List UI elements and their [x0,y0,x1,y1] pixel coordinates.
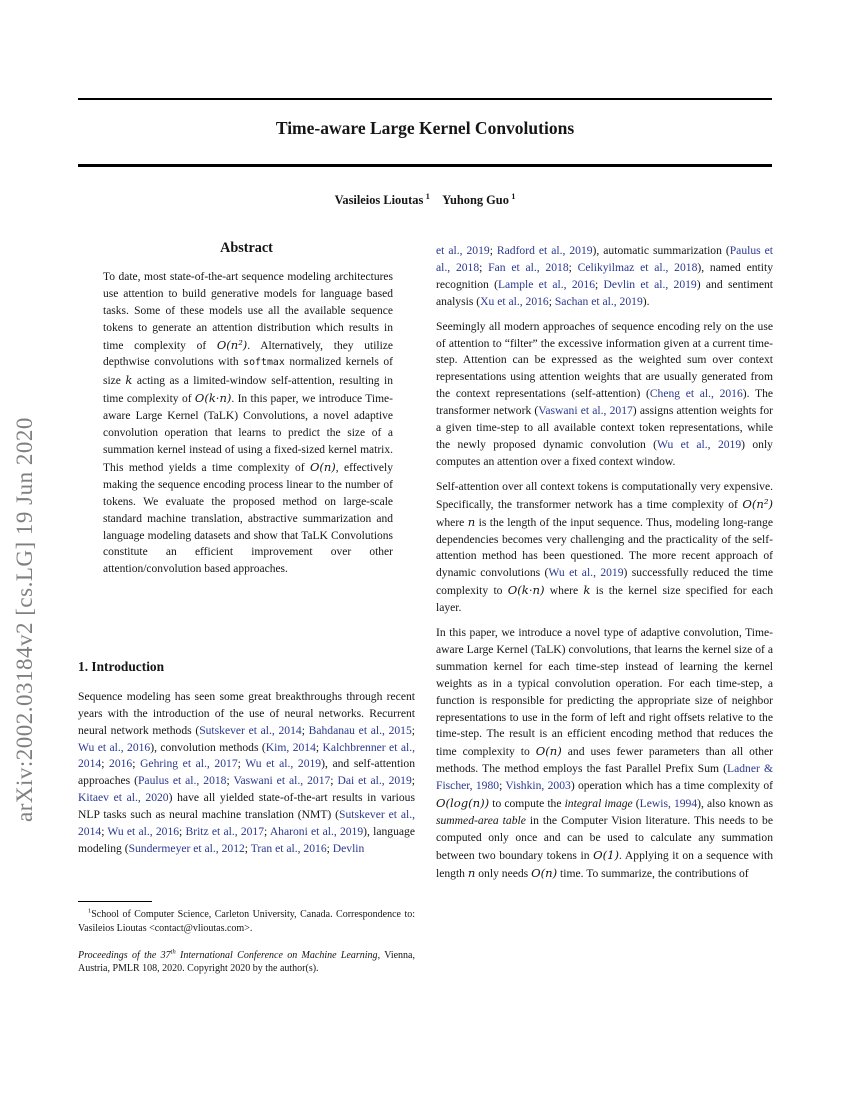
text-segment: ) operation which has a time complexity of [570,779,773,793]
text-segment: Sequence modeling has seen some great breakthroughs through recent years with the introduction of the use of neural networks. Recurrent neural network methods ( [78,689,415,737]
introduction-paragraph [78,689,415,858]
citation-link[interactable]: Kitaev et al., 2020 [78,791,169,805]
text-segment: Vasileios Lioutas [334,193,426,207]
text-segment: Yuhong Guo [442,193,512,207]
text-segment: ; [411,774,415,788]
text-segment: ; [132,757,141,771]
text-segment: 1 [425,191,430,201]
text-segment: ; [264,825,270,839]
text-segment [430,193,442,207]
citation-link[interactable]: Fan et al., 2018 [488,260,569,274]
citation-link[interactable]: et al., 2019 [436,244,490,257]
text-segment: Self-attention over all context tokens is computationally very expensive. Specifically, the transformer network has a time complexity of [436,479,773,511]
text-segment: normalized kernels of size [103,356,393,388]
text-segment: acting as a limited-window self-attention, resulting in time complexity of [103,375,393,406]
citation-link[interactable]: Bahdanau et al., 2015 [308,723,412,737]
text-segment: ), language modeling ( [78,825,415,855]
citation-link[interactable]: Sundermeyer et al., 2012 [128,841,245,855]
citation-link[interactable]: Kim, 2014 [265,740,316,754]
citation-link[interactable]: Vaswani et al., 2017 [538,404,633,418]
text-segment: . Alternatively, they utilize depthwise convolutions with [103,339,393,369]
text-segment: ). [642,294,650,308]
citation-link[interactable]: Wu et al., 2016 [78,740,151,754]
text-segment: softmax [243,357,285,369]
text-segment: O(log(n)) [436,796,490,811]
citation-link[interactable]: Sachan et al., 2019 [554,294,643,308]
text-segment: ) have all yielded state-of-the-art results in various NLP tasks such as neural machine translation (NMT) ( [78,791,415,822]
citation-link[interactable]: Gehring et al., 2017 [140,757,238,771]
text-segment: ) and sentiment analysis ( [436,277,773,308]
citation-link[interactable]: Lewis, 1994 [639,797,698,811]
section-heading-introduction: 1. Introduction [78,658,165,674]
footnote-divider [78,901,152,902]
text-segment: ), automatic summarization ( [592,244,730,257]
affiliation-footnote [78,908,415,936]
citation-link[interactable]: Wu et al., 2019 [245,757,322,771]
citation-link[interactable]: Kalchbrenner et al., 2014 [78,740,415,771]
text-segment: k [125,373,133,388]
text-segment: ; [244,841,251,855]
proceedings-copyright-note [78,949,415,977]
citation-link[interactable]: Xu et al., 2016 [480,294,549,308]
text-segment: time. To summarize, the contributions of [557,866,749,880]
text-segment: ) assigns attention weights for a given time-step to all available context token representations, while the newly proposed dynamic convolution ( [436,404,773,451]
citation-link[interactable]: Sutskever et al., 2014 [199,723,302,737]
text-segment: ; [179,825,186,839]
citation-link[interactable]: Britz et al., 2017 [185,825,265,839]
abstract-paragraph [103,269,393,633]
text-segment: To date, most state-of-the-art sequence modeling architectures use attention to build generative models for language based tasks. Some of these models use all the available sequence tokens to generate an attention distribution which results in time complexity of [103,270,393,352]
arxiv-watermark: arXiv:2002.03184v2 [cs.LG] 19 Jun 2020 [12,417,37,822]
text-segment: ; [101,825,108,839]
text-segment: to compute the [489,797,565,811]
citation-link[interactable]: Vishkin, 2003 [505,779,571,793]
text-segment: ). The transformer network ( [436,387,773,418]
citation-link[interactable]: Paulus et al., 2018 [137,774,227,788]
text-segment: . In this paper, we introduce Time-aware Large Kernel (TaLK) Convolutions, a novel adaptive convolution operation that learns to predict the size of a summation kernel instead of using a fixed-sized kernel matrix. This method yields a time complexity of [103,393,393,474]
citation-link[interactable]: Sutskever et al., 2014 [78,808,415,839]
citation-link[interactable]: Ladner & Fischer, 1980 [436,762,773,793]
citation-link[interactable]: Paulus et al., 2018 [436,244,773,274]
text-segment: O(n) [535,744,562,759]
text-segment: only needs [475,866,532,880]
text-segment: , Vienna, Austria, PMLR 108, 2020. Copyright 2020 by the author(s). [78,949,415,975]
text-segment: O(n) [309,459,336,474]
text-segment: O(k·n) [194,391,232,406]
citation-link[interactable]: Lample et al., 2016 [497,277,596,291]
body-paragraph-attention-filter [436,319,773,471]
citation-link[interactable]: Devlin [332,841,365,855]
text-segment: k [583,583,591,598]
text-segment: n [467,514,476,529]
citation-link[interactable]: 2016 [109,757,133,771]
text-segment: and uses fewer parameters than all other methods. The method employs the fast Parallel Prefix Sum ( [436,745,773,776]
text-segment: ), named entity recognition ( [436,260,773,291]
text-segment: ; [489,244,497,257]
text-segment: ; [568,260,578,274]
text-segment: ( [632,797,640,811]
citation-link[interactable]: Devlin et al., 2019 [603,277,697,291]
text-segment: ; [479,260,489,274]
text-segment: , effectively making the sequence encoding process linear to the number of tokens. We evaluate the proposed method on large-scale standard machine translation, abstractive summarization and language modeling datasets and show that TaLK Convolutions constitute an efficient improvement over other attention/convolution based approaches. [103,461,393,576]
footnote-block [78,901,415,976]
text-segment: ; [237,757,246,771]
left-column [78,238,415,901]
citation-link[interactable]: Radford et al., 2019 [496,244,593,257]
citation-link[interactable]: Cheng et al., 2016 [649,387,743,401]
text-segment: th [170,948,176,956]
text-segment: Seemingly all modern approaches of sequence encoding rely on the use of attention to “filter” the excessive information given at a current time-step. Attention can be expressed as the weighted sum over context representations using attention weights that are usually generated from the context representations (self-attention) ( [436,319,773,401]
citation-link[interactable]: Wu et al., 2019 [657,437,742,451]
text-segment: 1 [88,907,92,915]
text-segment: O(n²) [742,496,773,511]
text-segment: ; [226,774,234,788]
text-segment: ; [315,740,323,754]
abstract-heading: Abstract [220,240,273,256]
text-segment: O(n²) [216,337,248,352]
paper-title: Time-aware Large Kernel Convolutions [275,118,575,138]
text-segment: ), and self-attention approaches ( [78,757,415,788]
text-segment: in the Computer Vision literature. This needs to be computed only once and can be used to calculate any summation between two boundary tokens in [436,814,773,862]
text-segment: School of Computer Science, Carleton University, Canada. Correspondence to: Vasileios Lioutas <contact@vlioutas.com>. [78,909,415,934]
text-segment: is the length of the input sequence. Thus, modeling long-range dependencies becomes very challenging and the practicality of the self-attention method has been questioned. The more recent approach of dynamic convolutions ( [436,515,773,580]
body-paragraph-talk-introduction [436,625,773,883]
text-segment: ), convolution methods ( [150,740,266,754]
text-segment: where [436,515,468,529]
text-segment: ; [548,294,555,308]
citation-link[interactable]: Wu et al., 2016 [107,825,180,839]
text-segment: ; [101,757,110,771]
title-rule-bottom [78,164,772,167]
citation-link[interactable]: Aharoni et al., 2019 [269,825,364,839]
text-segment: ; [301,723,309,737]
citation-link[interactable]: Tran et al., 2016 [250,841,327,855]
body-paragraph-citations-continued [436,243,773,311]
text-segment: Proceedings of the 37 [78,949,171,961]
text-segment: ; [411,723,415,737]
text-segment: summed-area table [436,814,526,827]
citation-link[interactable]: Celikyilmaz et al., 2018 [577,260,698,274]
text-segment: . Applying it on a sequence with length [436,848,773,880]
body-paragraph-self-attention-cost [436,479,773,617]
text-segment: ) only computes an attention over a fixed context window. [436,437,773,468]
citation-link[interactable]: Wu et al., 2019 [548,566,624,580]
citation-link[interactable]: Dai et al., 2019 [337,774,412,788]
text-segment: 1 [511,191,516,201]
text-segment: International Conference on Machine Learning [175,949,378,961]
text-segment: where [544,584,584,598]
text-segment: ; [595,277,604,291]
authors-line [78,193,772,208]
text-segment: In this paper, we introduce a novel type of adaptive convolution, Time-aware Large Kernel (TaLK) convolutions, that learns the kernel size of a summation kernel for each time-step instead of learning the kernel weights as in a typical convolution operation. For each time-step, a function is responsible for predicting the appropriate size of neighbor representations to use in the form of left and right offsets relative to the time-step. The result is an efficient encoding method that reduces the time complexity to [436,626,773,759]
text-segment: ; [330,774,338,788]
citation-link[interactable]: Vaswani et al., 2017 [233,774,331,788]
text-segment: ) successfully reduced the time complexity to [436,566,773,598]
text-segment: is the kernel size specified for each layer. [436,584,773,615]
text-segment: n [467,865,476,880]
right-column [436,243,773,1011]
title-rule-top [78,98,772,100]
text-segment: ), also known as [697,797,773,811]
text-segment: ; [326,841,333,855]
text-segment: O(1) [593,847,620,862]
text-segment: O(k·n) [507,583,545,598]
text-segment: ; [499,779,506,793]
text-segment: integral image [564,797,633,811]
text-segment: O(n) [531,865,558,880]
